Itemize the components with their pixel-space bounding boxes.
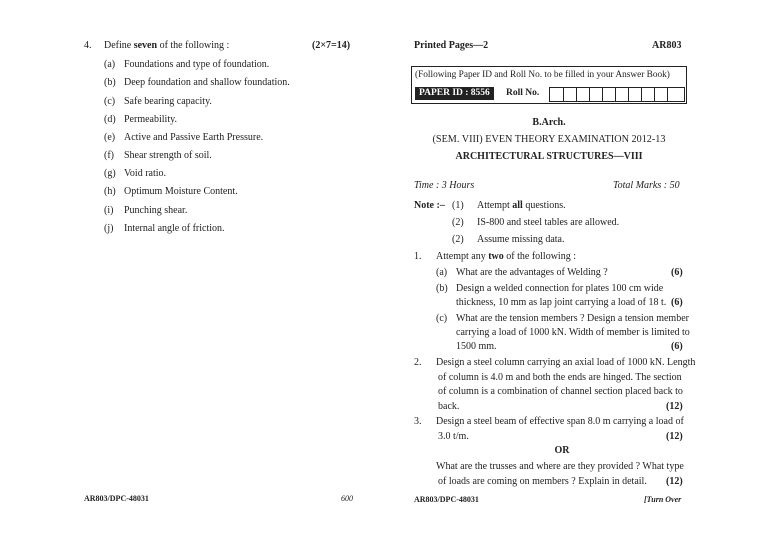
q1a-text: What are the advantages of Welding ? (456, 267, 608, 278)
item-text: Safe bearing capacity. (124, 96, 212, 107)
q1c-text: carrying a load of 1000 kN. Width of member is limited to (456, 327, 690, 338)
question-2-text: of column is a combination of channel section placed back to (438, 386, 683, 397)
q1b-text: thickness, 10 mm as lap joint carrying a load of 18 t. (456, 297, 667, 308)
item-text: Deep foundation and shallow foundation. (124, 77, 290, 88)
box-instruction: (Following Paper ID and Roll No. to be filled in your Answer Book) (415, 70, 670, 80)
item-label: (g) (104, 168, 116, 179)
roll-cell-divider (576, 88, 577, 101)
roll-cell-divider (654, 88, 655, 101)
roll-cell-divider (615, 88, 616, 101)
note-text: Assume missing data. (477, 234, 565, 245)
roll-number-grid (549, 87, 685, 102)
item-text: Internal angle of friction. (124, 223, 225, 234)
question-4-number: 4. (84, 40, 92, 51)
footer-code: AR803/DPC-48031 (414, 495, 479, 504)
q1c-label: (c) (436, 313, 448, 324)
item-label: (j) (104, 223, 114, 234)
turn-over-label: [Turn Over (644, 495, 682, 504)
question-2-text: back. (438, 401, 460, 412)
item-text: Shear strength of soil. (124, 150, 212, 161)
item-label: (h) (104, 186, 116, 197)
item-text: Punching shear. (124, 205, 188, 216)
note-label: Note :– (414, 200, 445, 211)
note-number: (1) (452, 200, 464, 211)
q1b-label: (b) (436, 283, 448, 294)
roll-no-label: Roll No. (506, 88, 540, 98)
question-3-number: 3. (414, 416, 422, 427)
q1c-text: 1500 mm. (456, 341, 497, 352)
q1c-text: What are the tension members ? Design a tension member (456, 313, 689, 324)
question-4-marks: (2×7=14) (312, 40, 351, 51)
item-label: (d) (104, 114, 116, 125)
item-label: (c) (104, 96, 116, 107)
subject-title: ARCHITECTURAL STRUCTURES—VIII (455, 151, 643, 162)
exam-title: (SEM. VIII) EVEN THEORY EXAMINATION 2012-13 (432, 134, 666, 145)
paper-id-label: PAPER ID : 8556 (415, 87, 494, 100)
roll-cell-divider (589, 88, 590, 101)
item-text: Void ratio. (124, 168, 167, 179)
question-2-text: Design a steel column carrying an axial load of 1000 kN. Length (436, 357, 696, 368)
question-3-text: Design a steel beam of effective span 8.0 m carrying a load of (436, 416, 684, 427)
question-2-number: 2. (414, 357, 422, 368)
item-label: (b) (104, 77, 116, 88)
degree-title: B.Arch. (532, 117, 566, 128)
roll-cell-divider (602, 88, 603, 101)
item-label: (e) (104, 132, 116, 143)
note-text: Attempt all questions. (477, 200, 566, 211)
question-3-text: 3.0 t/m. (438, 431, 469, 442)
question-1-text: Attempt any two of the following : (436, 251, 576, 262)
item-text: Permeability. (124, 114, 177, 125)
item-label: (a) (104, 59, 116, 70)
or-separator: OR (554, 445, 570, 456)
item-text: Optimum Moisture Content. (124, 186, 238, 197)
q1a-marks: (6) (671, 267, 683, 278)
q1a-label: (a) (436, 267, 448, 278)
roll-cell-divider (667, 88, 668, 101)
printed-pages: Printed Pages—2 (414, 40, 489, 51)
note-number: (2) (452, 217, 464, 228)
note-number: (2) (452, 234, 464, 245)
footer-code: AR803/DPC-48031 (84, 494, 149, 503)
item-text: Foundations and type of foundation. (124, 59, 270, 70)
item-text: Active and Passive Earth Pressure. (124, 132, 264, 143)
note-text: IS-800 and steel tables are allowed. (477, 217, 620, 228)
question-3-alt-text: of loads are coming on members ? Explain in detail. (438, 476, 647, 487)
paper-info-box (411, 66, 687, 104)
exam-time: Time : 3 Hours (414, 180, 475, 191)
total-marks: Total Marks : 50 (613, 180, 680, 191)
question-2-marks: (12) (666, 401, 683, 412)
paper-code: AR803 (652, 40, 682, 51)
footer-print-count: 600 (341, 494, 353, 503)
roll-cell-divider (563, 88, 564, 101)
question-3-alt-marks: (12) (666, 476, 683, 487)
question-3-marks: (12) (666, 431, 683, 442)
question-1-number: 1. (414, 251, 422, 262)
q1b-marks: (6) (671, 297, 683, 308)
q1b-text: Design a welded connection for plates 100 cm wide (456, 283, 664, 294)
roll-cell-divider (628, 88, 629, 101)
item-label: (i) (104, 205, 114, 216)
question-4-text: Define seven of the following : (104, 40, 230, 51)
item-label: (f) (104, 150, 114, 161)
roll-cell-divider (641, 88, 642, 101)
question-2-text: of column is 4.0 m and both the ends are hinged. The section (438, 372, 682, 383)
q1c-marks: (6) (671, 341, 683, 352)
question-3-alt-text: What are the trusses and where are they provided ? What type (436, 461, 684, 472)
